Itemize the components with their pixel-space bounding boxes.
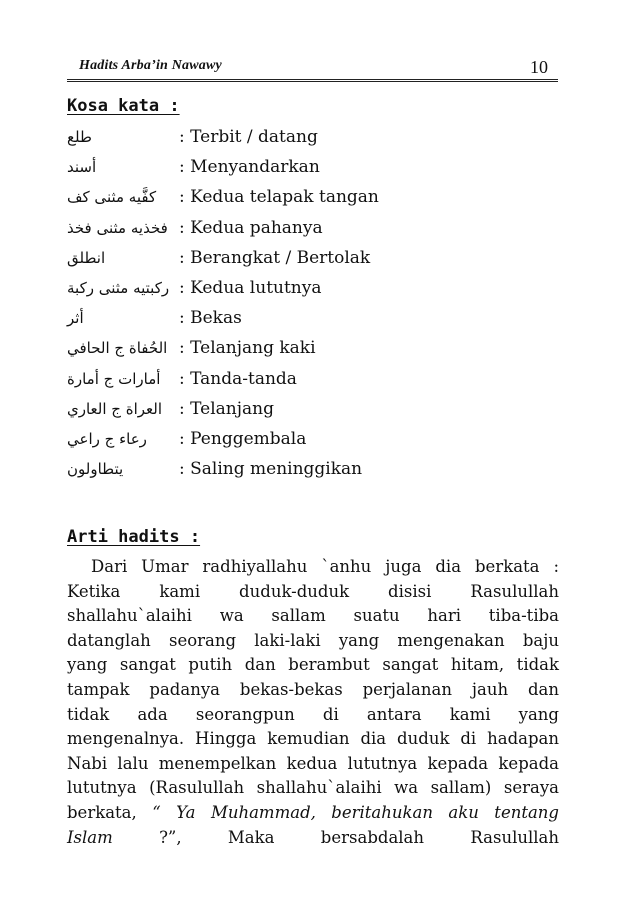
vocab-meaning: : Saling meninggikan — [179, 459, 363, 480]
vocab-row — [67, 397, 567, 427]
paragraph-line: mengenalnya. Hingga kemudian dia duduk di hadapan — [67, 729, 559, 749]
vocab-row — [67, 457, 567, 487]
page-number: 10 — [530, 57, 548, 77]
paragraph-line: Nabi lalu menempelkan kedua lututnya kepada kepada — [67, 753, 559, 773]
translation-paragraph — [67, 555, 559, 850]
vocab-meaning: : Telanjang kaki — [179, 338, 316, 359]
paragraph-line: tampak padanya bekas-bekas perjalanan jauh dan — [67, 679, 559, 699]
vocab-arabic: رعاء ج راعي — [67, 429, 147, 448]
vocabulary-heading: Kosa kata : — [67, 96, 180, 116]
vocab-meaning: : Bekas — [179, 308, 242, 329]
paragraph-line: yang sangat putih dan berambut sangat hitam, tidak — [67, 655, 559, 675]
paragraph-line — [67, 826, 559, 851]
vocab-meaning: : Kedua telapak tangan — [179, 187, 379, 208]
vocab-row — [67, 246, 567, 276]
vocab-arabic: كفَّيه مثنى كف — [67, 188, 157, 207]
vocab-row — [67, 306, 567, 336]
vocab-row — [67, 367, 567, 397]
vocab-row — [67, 185, 567, 215]
translation-heading: Arti hadits : — [67, 527, 201, 547]
paragraph-line: Dari Umar radhiyallahu `anhu juga dia berkata : — [91, 557, 559, 576]
paragraph-line: shallahu`alaihi wa sallam suatu hari tiba-tiba — [67, 606, 559, 626]
vocab-meaning: : Menyandarkan — [179, 157, 320, 178]
header-divider — [67, 79, 558, 82]
vocab-row — [67, 216, 567, 246]
vocab-meaning: : Terbit / datang — [179, 127, 318, 147]
paragraph-line: Ketika kami duduk-duduk disisi Rasulullah — [67, 581, 559, 601]
vocab-arabic: أمارات ج أمارة — [67, 369, 161, 388]
vocab-arabic: يتطاولون — [67, 460, 124, 479]
vocabulary-list — [67, 125, 567, 487]
line-text: ?”, Maka bersabdalah Rasulullah — [112, 827, 559, 847]
vocab-arabic: ركبتيه مثنى ركبة — [67, 278, 170, 297]
vocab-row — [67, 336, 567, 366]
vocab-meaning: : Penggembala — [179, 428, 307, 449]
vocab-row — [67, 125, 567, 155]
vocab-arabic: فخذيه مثنى فخذ — [67, 218, 168, 237]
page-header — [67, 56, 558, 82]
vocab-meaning: : Telanjang — [179, 398, 274, 419]
vocab-arabic: العراة ج العاري — [67, 399, 163, 418]
paragraph-line: lututnya (Rasulullah shallahu`alaihi wa sallam) seraya — [67, 778, 559, 798]
paragraph-line — [67, 801, 559, 826]
vocab-meaning: : Kedua lututnya — [179, 277, 322, 298]
vocab-arabic: أسند — [67, 158, 97, 177]
vocab-arabic: الحُفاة ج الحافي — [67, 339, 168, 358]
vocab-row — [67, 427, 567, 457]
line-text: berkata, — [67, 802, 153, 822]
vocab-arabic: طلع — [67, 128, 92, 146]
vocab-arabic: أثر — [67, 309, 84, 328]
book-title: Hadits Arba’in Nawawy — [79, 58, 222, 73]
vocab-row — [67, 155, 567, 185]
quote-text: “ Ya Muhammad, beritahukan aku tentang — [152, 802, 559, 822]
paragraph-line: datanglah seorang laki-laki yang mengenakan baju — [67, 630, 559, 650]
paragraph-line: tidak ada seorangpun di antara kami yang — [67, 704, 559, 724]
vocab-arabic: انطلق — [67, 248, 106, 267]
vocab-meaning: : Tanda-tanda — [179, 368, 297, 389]
vocab-row — [67, 276, 567, 306]
vocab-meaning: : Berangkat / Bertolak — [179, 247, 371, 268]
quote-text: Islam — [67, 827, 113, 847]
vocab-meaning: : Kedua pahanya — [179, 217, 323, 238]
